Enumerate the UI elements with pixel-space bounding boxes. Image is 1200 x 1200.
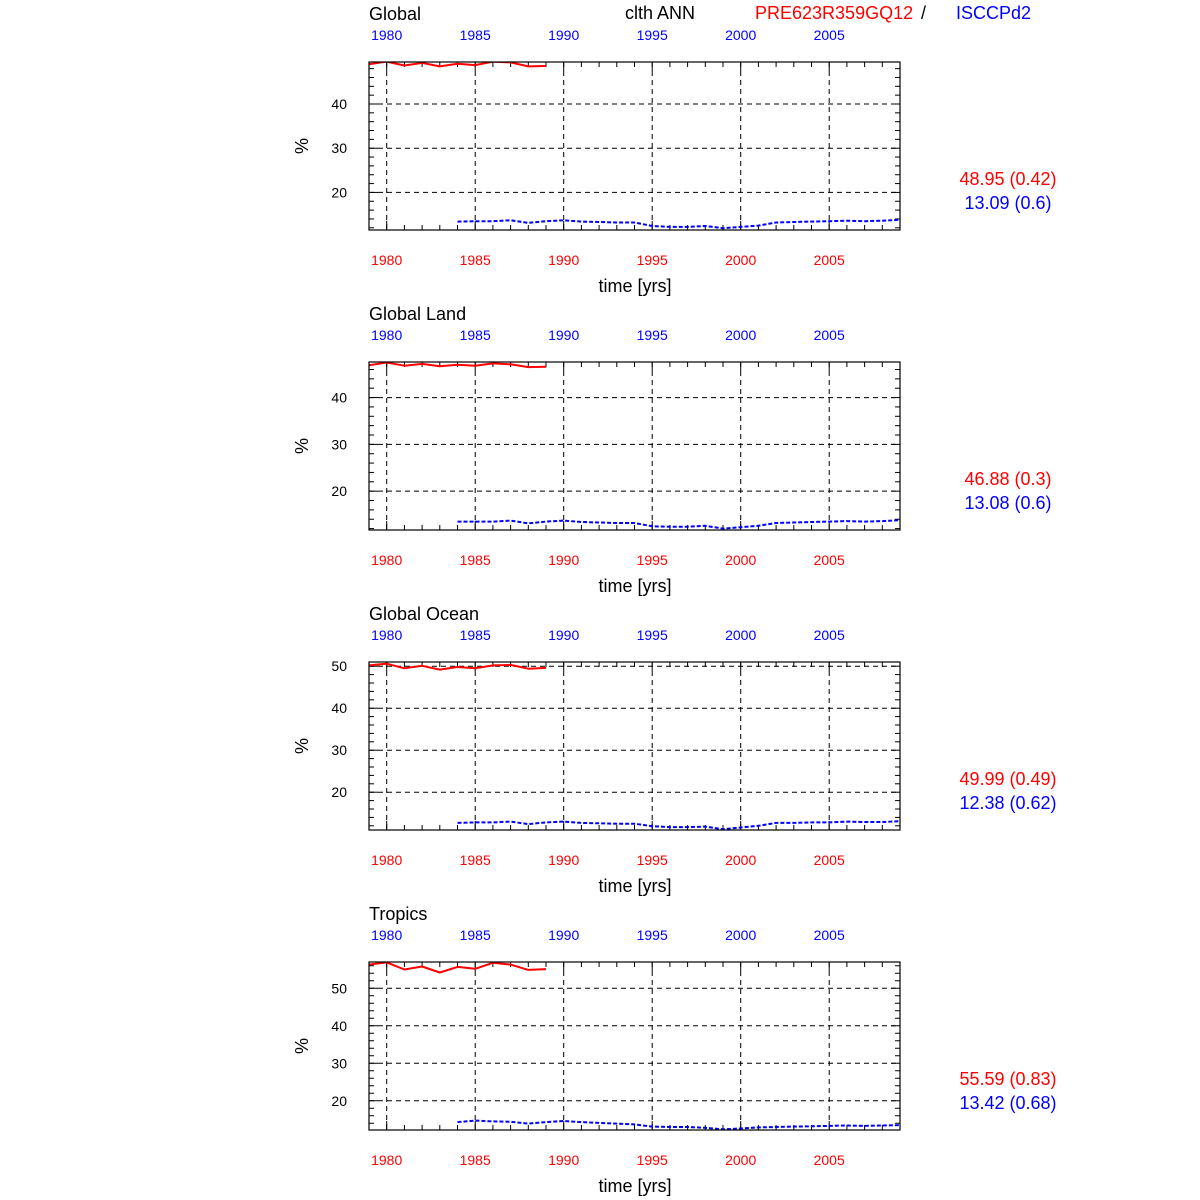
figure-obs-label: ISCCPd2 xyxy=(956,3,1032,23)
panel-1 xyxy=(292,4,1057,296)
bottom-x-tick-label: 1990 xyxy=(548,552,580,568)
top-x-tick-label: 1985 xyxy=(459,327,491,343)
x-axis-label: time [yrs] xyxy=(598,1176,672,1196)
top-x-tick-label: 1985 xyxy=(459,627,491,643)
top-x-tick-label: 1985 xyxy=(459,927,491,943)
bottom-x-tick-label: 1995 xyxy=(636,1152,668,1168)
top-x-tick-label: 1990 xyxy=(548,27,580,43)
y-tick-label: 30 xyxy=(331,140,347,157)
bottom-x-tick-label: 1980 xyxy=(371,252,403,268)
top-x-tick-label: 1985 xyxy=(459,27,491,43)
stat-label-obs: 13.08 (0.6) xyxy=(964,493,1052,513)
panel-title: Global xyxy=(369,4,422,24)
bottom-x-tick-label: 1990 xyxy=(548,252,580,268)
plot-frame xyxy=(369,962,900,1130)
top-x-tick-label: 1980 xyxy=(371,327,403,343)
y-tick-label: 40 xyxy=(331,700,347,717)
top-x-tick-label: 1980 xyxy=(371,927,403,943)
bottom-x-tick-label: 1995 xyxy=(636,852,668,868)
stat-label-model: 55.59 (0.83) xyxy=(959,1069,1057,1089)
top-x-tick-label: 1995 xyxy=(636,927,668,943)
figure-variable-title: clth ANN xyxy=(624,3,696,23)
top-x-tick-label: 2000 xyxy=(725,327,757,343)
y-tick-label: 50 xyxy=(331,658,347,675)
plot-frame xyxy=(369,662,900,830)
panel-3 xyxy=(292,604,1057,896)
x-axis-label: time [yrs] xyxy=(598,876,672,896)
panel-title: Global Ocean xyxy=(369,604,480,624)
figure-model-label: PRE623R359GQ12 xyxy=(755,3,914,23)
stat-label-model: 49.99 (0.49) xyxy=(959,769,1057,789)
x-axis-label: time [yrs] xyxy=(598,576,672,596)
series-line-obs xyxy=(458,220,901,228)
y-tick-label: 20 xyxy=(331,483,347,500)
top-x-tick-label: 1995 xyxy=(636,627,668,643)
y-tick-label: 20 xyxy=(331,1092,347,1109)
bottom-x-tick-label: 1980 xyxy=(371,852,403,868)
bottom-x-tick-label: 1995 xyxy=(636,252,668,268)
bottom-x-tick-label: 2005 xyxy=(813,252,845,268)
y-tick-label: 30 xyxy=(331,436,347,453)
y-tick-label: 40 xyxy=(331,1017,347,1034)
stat-label-model: 48.95 (0.42) xyxy=(959,169,1057,189)
stat-label-obs: 12.38 (0.62) xyxy=(959,793,1057,813)
series-line-obs xyxy=(458,821,901,829)
panel-title: Tropics xyxy=(369,904,428,924)
stat-label-obs: 13.09 (0.6) xyxy=(964,193,1052,213)
stat-label-model: 46.88 (0.3) xyxy=(964,469,1052,489)
figure-separator: / xyxy=(921,3,927,23)
top-x-tick-label: 1995 xyxy=(636,27,668,43)
y-axis-label: % xyxy=(292,1037,312,1055)
bottom-x-tick-label: 2000 xyxy=(725,252,757,268)
panel-title: Global Land xyxy=(369,304,467,324)
panels xyxy=(292,4,1057,1196)
bottom-x-tick-label: 1985 xyxy=(459,1152,491,1168)
series-line-obs xyxy=(458,1121,901,1130)
top-x-tick-label: 2000 xyxy=(725,627,757,643)
top-x-tick-label: 1990 xyxy=(548,627,580,643)
plot-frame xyxy=(369,62,900,230)
bottom-x-tick-label: 1995 xyxy=(636,552,668,568)
y-tick-label: 30 xyxy=(331,742,347,759)
top-x-tick-label: 2000 xyxy=(725,927,757,943)
y-tick-label: 20 xyxy=(331,784,347,801)
bottom-x-tick-label: 2005 xyxy=(813,552,845,568)
top-x-tick-label: 1995 xyxy=(636,327,668,343)
y-tick-label: 40 xyxy=(331,389,347,406)
bottom-x-tick-label: 2005 xyxy=(813,852,845,868)
panel-4 xyxy=(292,904,1057,1196)
bottom-x-tick-label: 1990 xyxy=(548,852,580,868)
y-axis-label: % xyxy=(292,437,312,455)
top-x-tick-label: 1980 xyxy=(371,27,403,43)
y-tick-label: 20 xyxy=(331,184,347,201)
stat-label-obs: 13.42 (0.68) xyxy=(959,1093,1057,1113)
series-line-obs xyxy=(458,520,901,528)
bottom-x-tick-label: 2000 xyxy=(725,1152,757,1168)
y-axis-label: % xyxy=(292,737,312,755)
y-tick-label: 30 xyxy=(331,1055,347,1072)
bottom-x-tick-label: 1985 xyxy=(459,252,491,268)
top-x-tick-label: 2005 xyxy=(813,627,845,643)
bottom-x-tick-label: 1990 xyxy=(548,1152,580,1168)
top-x-tick-label: 1980 xyxy=(371,627,403,643)
x-axis-label: time [yrs] xyxy=(598,276,672,296)
y-axis-label: % xyxy=(292,137,312,155)
top-x-tick-label: 2000 xyxy=(725,27,757,43)
bottom-x-tick-label: 2005 xyxy=(813,1152,845,1168)
y-tick-label: 50 xyxy=(331,980,347,997)
top-x-tick-label: 2005 xyxy=(813,927,845,943)
panel-2 xyxy=(292,304,1052,596)
top-x-tick-label: 2005 xyxy=(813,327,845,343)
bottom-x-tick-label: 2000 xyxy=(725,552,757,568)
top-x-tick-label: 1990 xyxy=(548,927,580,943)
plot-frame xyxy=(369,362,900,530)
bottom-x-tick-label: 1985 xyxy=(459,552,491,568)
top-x-tick-label: 1990 xyxy=(548,327,580,343)
bottom-x-tick-label: 1980 xyxy=(371,1152,403,1168)
y-tick-label: 40 xyxy=(331,96,347,112)
bottom-x-tick-label: 1985 xyxy=(459,852,491,868)
bottom-x-tick-label: 1980 xyxy=(371,552,403,568)
bottom-x-tick-label: 2000 xyxy=(725,852,757,868)
top-x-tick-label: 2005 xyxy=(813,27,845,43)
